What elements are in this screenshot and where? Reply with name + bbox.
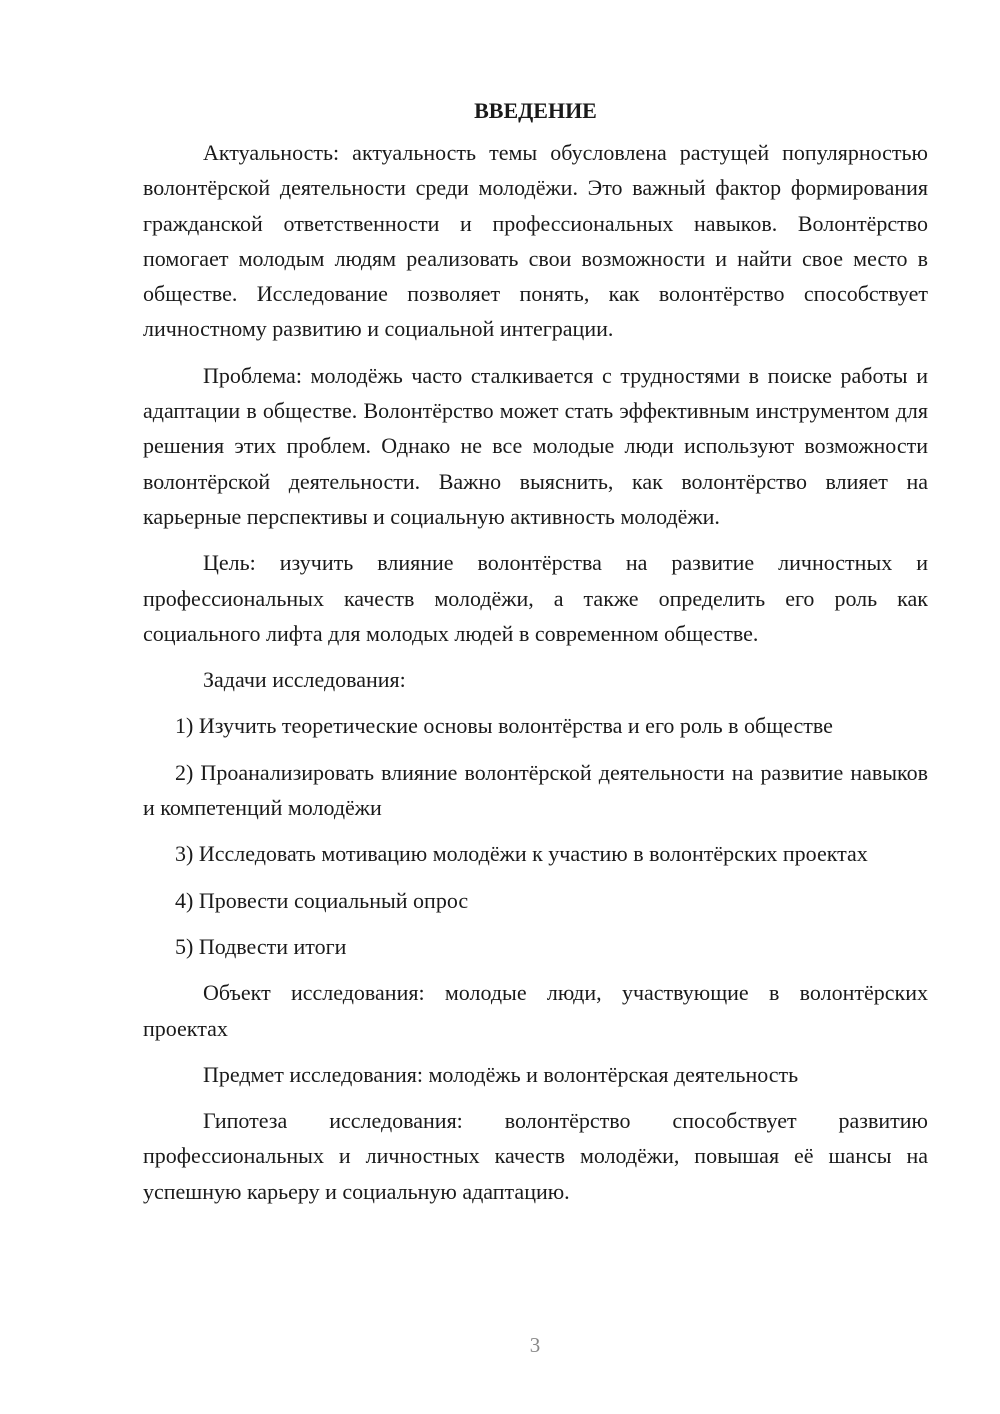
paragraph-problem: Проблема: молодёжь часто сталкивается с трудностями в поиске работы и адаптации в обществе. Волонтёрство может стать эффективным инструментом для решения этих проблем. Однако не все молодые люди используют возможности волонтёрской деятельности. Важно выяснить, как волонтёрство влияет на карьерные перспективы и социальную активность молодёжи. [143, 362, 928, 529]
list-item: 5) Подвести итоги [175, 933, 347, 959]
list-item: 2) Проанализировать влияние волонтёрской деятельности на развитие навыков и компетенций молодёжи [143, 759, 928, 821]
tasks-list [143, 708, 928, 964]
list-item: 1) Изучить теоретические основы волонтёрства и его роль в обществе [175, 713, 833, 739]
paragraph-object: Объект исследования: молодые люди, участвующие в волонтёрских проектах [143, 980, 928, 1041]
page-number: 3 [529, 1333, 541, 1357]
page-content [143, 96, 928, 1220]
list-item: 4) Провести социальный опрос [175, 887, 469, 913]
paragraph-tasks-title: Задачи исследования: [203, 667, 406, 693]
page-title: ВВЕДЕНИЕ [474, 98, 597, 123]
paragraph-goal: Цель: изучить влияние волонтёрства на развитие личностных и профессиональных качеств молодёжи, а также определить его роль как социального лифта для молодых людей в современном обществе. [143, 550, 928, 646]
paragraph-relevance: Актуальность: актуальность темы обусловлена растущей популярностью волонтёрской деятельности среди молодёжи. Это важный фактор формирования гражданской ответственности и профессиональных навыков. Волонтёрство помогает молодым людям реализовать свои возможности и найти свое место в обществе. Исследование позволяет понять, как волонтёрство способствует личностному развитию и социальной интеграции. [143, 140, 928, 342]
paragraph-subject: Предмет исследования: молодёжь и волонтёрская деятельность [203, 1061, 799, 1087]
list-item: 3) Исследовать мотивацию молодёжи к участию в волонтёрских проектах [175, 841, 868, 867]
paragraph-hypothesis: Гипотеза исследования: волонтёрство способствует развитию профессиональных и личностных качеств молодёжи, повышая её шансы на успешную карьеру и социальную адаптацию. [143, 1108, 928, 1204]
